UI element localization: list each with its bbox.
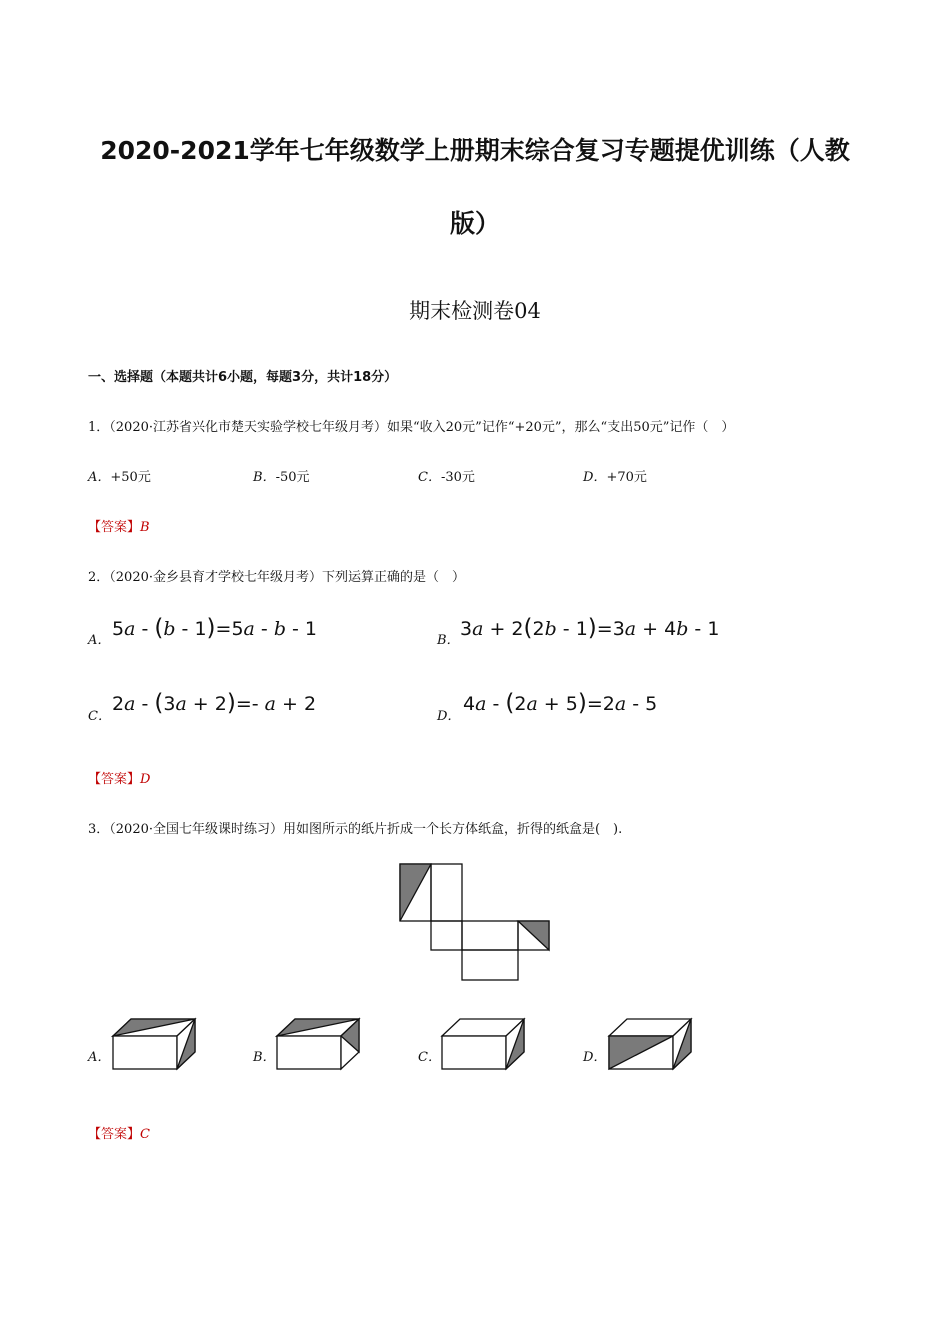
- box-option-b-icon: [277, 1016, 362, 1072]
- document-title-line-1: 2020-2021学年七年级数学上册期末综合复习专题提优训练（人教: [100, 136, 850, 165]
- q1-answer: 【答案】B: [88, 520, 150, 535]
- question-2-stem: 2．（2020·金乡县育才学校七年级月考）下列运算正确的是（ ）: [88, 570, 465, 585]
- q1-option-c: C．-30元: [418, 470, 475, 485]
- q1-option-a: A．+50元: [88, 470, 151, 485]
- section-heading: 一、选择题（本题共计6小题，每题3分，共计18分）: [88, 370, 398, 385]
- q3-answer: 【答案】C: [88, 1127, 150, 1142]
- q1-option-d: D．+70元: [583, 470, 647, 485]
- box-net-figure: [400, 863, 552, 983]
- question-3-stem: 3．（2020·全国七年级课时练习）用如图所示的纸片折成一个长方体纸盒，折得的纸盒是( ).: [88, 822, 623, 837]
- q2-option-a-expression: 5a - (b - 1)=5a - b - 1: [112, 615, 318, 641]
- box-option-d-icon: [609, 1016, 694, 1072]
- q1-option-b: B．-50元: [253, 470, 310, 485]
- q2-answer: 【答案】D: [88, 772, 151, 787]
- q2-option-a-label: A．: [88, 633, 111, 648]
- question-1-stem: 1．（2020·江苏省兴化市楚天实验学校七年级月考）如果“收入20元”记作“+20元”，那么“支出50元”记作（ ）: [88, 420, 735, 435]
- document-title-line-2: 版）: [449, 209, 500, 238]
- q3-option-b-label: B．: [253, 1050, 276, 1065]
- q2-option-d-label: D．: [437, 709, 461, 724]
- q2-option-b-label: B．: [437, 633, 460, 648]
- q3-option-a-label: A．: [88, 1050, 111, 1065]
- q2-option-d-expression: 4a - (2a + 5)=2a - 5: [463, 690, 658, 716]
- q3-option-d-label: D．: [583, 1050, 607, 1065]
- q2-option-b-expression: 3a + 2(2b - 1)=3a + 4b - 1: [460, 615, 720, 641]
- box-option-c-icon: [442, 1016, 527, 1072]
- q3-option-c-label: C．: [418, 1050, 441, 1065]
- document-subtitle: 期末检测卷04: [409, 299, 541, 323]
- q2-option-c-label: C．: [88, 709, 111, 724]
- box-option-a-icon: [113, 1016, 198, 1072]
- q2-option-c-expression: 2a - (3a + 2)=- a + 2: [112, 690, 317, 716]
